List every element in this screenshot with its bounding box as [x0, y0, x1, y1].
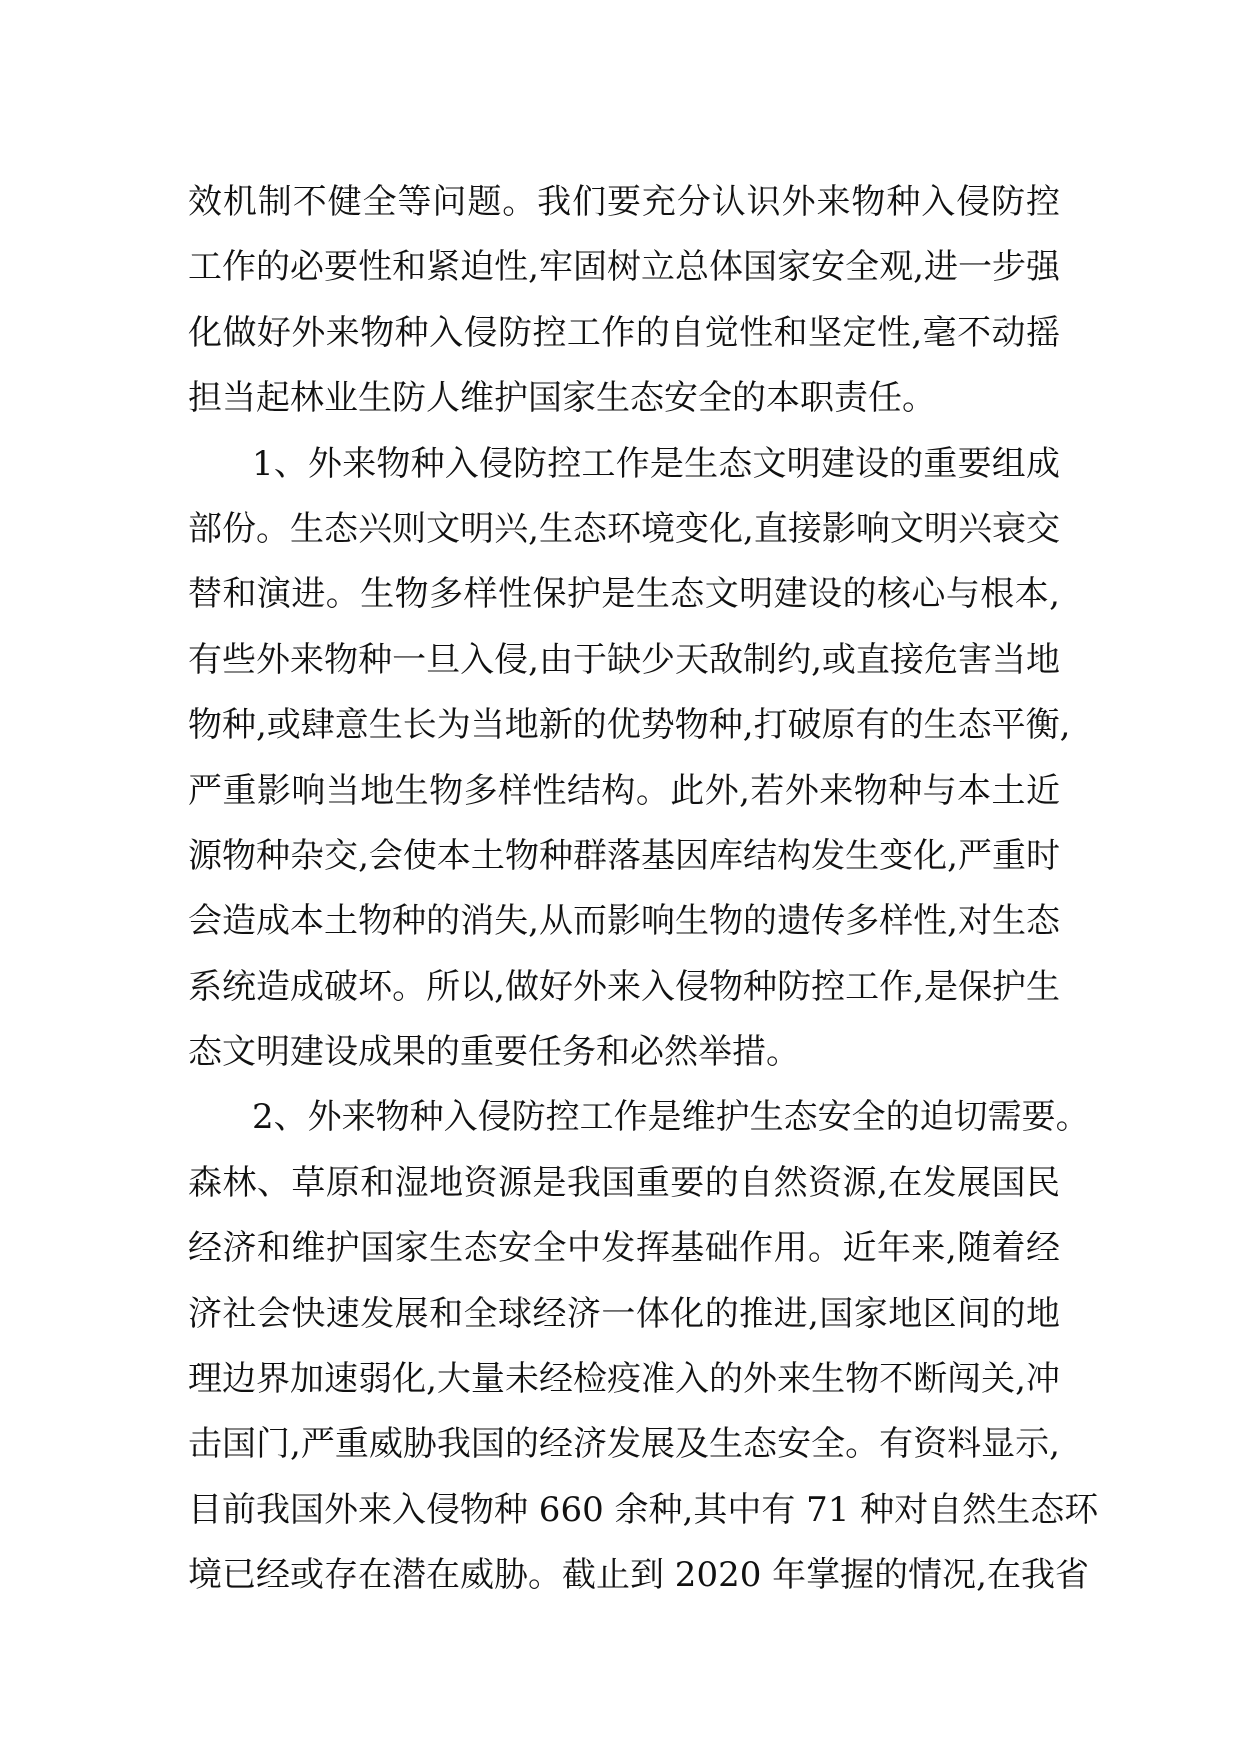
text-line: 系统造成破坏。所以,做好外来入侵物种防控工作,是保护生 — [188, 966, 1060, 1007]
text-line: 担当起林业生防人维护国家生态安全的本职责任。 — [188, 378, 936, 419]
text-line: 严重影响当地生物多样性结构。此外,若外来物种与本土近 — [188, 770, 1060, 811]
text-line: 1、外来物种入侵防控工作是生态文明建设的重要组成 — [252, 443, 1060, 484]
text-line: 2、外来物种入侵防控工作是维护生态安全的迫切需要。 — [252, 1097, 1090, 1138]
text-line: 境已经或存在潜在威胁。截止到 2020 年掌握的情况,在我省 — [188, 1555, 1089, 1596]
text-line: 化做好外来物种入侵防控工作的自觉性和坚定性,毫不动摇 — [188, 312, 1060, 353]
text-line: 源物种杂交,会使本土物种群落基因库结构发生变化,严重时 — [188, 835, 1060, 876]
document-body — [188, 170, 1099, 1609]
text-line: 有些外来物种一旦入侵,由于缺少天敌制约,或直接危害当地 — [188, 639, 1060, 680]
text-line: 物种,或肆意生长为当地新的优势物种,打破原有的生态平衡, — [188, 705, 1071, 746]
text-line: 经济和维护国家生态安全中发挥基础作用。近年来,随着经 — [188, 1228, 1060, 1269]
text-line: 替和演进。生物多样性保护是生态文明建设的核心与根本, — [188, 574, 1060, 615]
text-line: 击国门,严重威胁我国的经济发展及生态安全。有资料显示, — [188, 1424, 1060, 1465]
text-line: 部份。生态兴则文明兴,生态环境变化,直接影响文明兴衰交 — [188, 508, 1060, 549]
text-line: 理边界加速弱化,大量未经检疫准入的外来生物不断闯关,冲 — [188, 1359, 1060, 1400]
text-line: 态文明建设成果的重要任务和必然举措。 — [188, 1032, 800, 1073]
text-line: 济社会快速发展和全球经济一体化的推进,国家地区间的地 — [188, 1293, 1060, 1334]
text-line: 会造成本土物种的消失,从而影响生物的遗传多样性,对生态 — [188, 901, 1060, 942]
text-line: 工作的必要性和紧迫性,牢固树立总体国家安全观,进一步强 — [188, 247, 1060, 288]
text-line: 目前我国外来入侵物种 660 余种,其中有 71 种对自然生态环 — [188, 1489, 1099, 1530]
text-line: 森林、草原和湿地资源是我国重要的自然资源,在发展国民 — [188, 1162, 1060, 1203]
text-line: 效机制不健全等问题。我们要充分认识外来物种入侵防控 — [188, 182, 1060, 222]
